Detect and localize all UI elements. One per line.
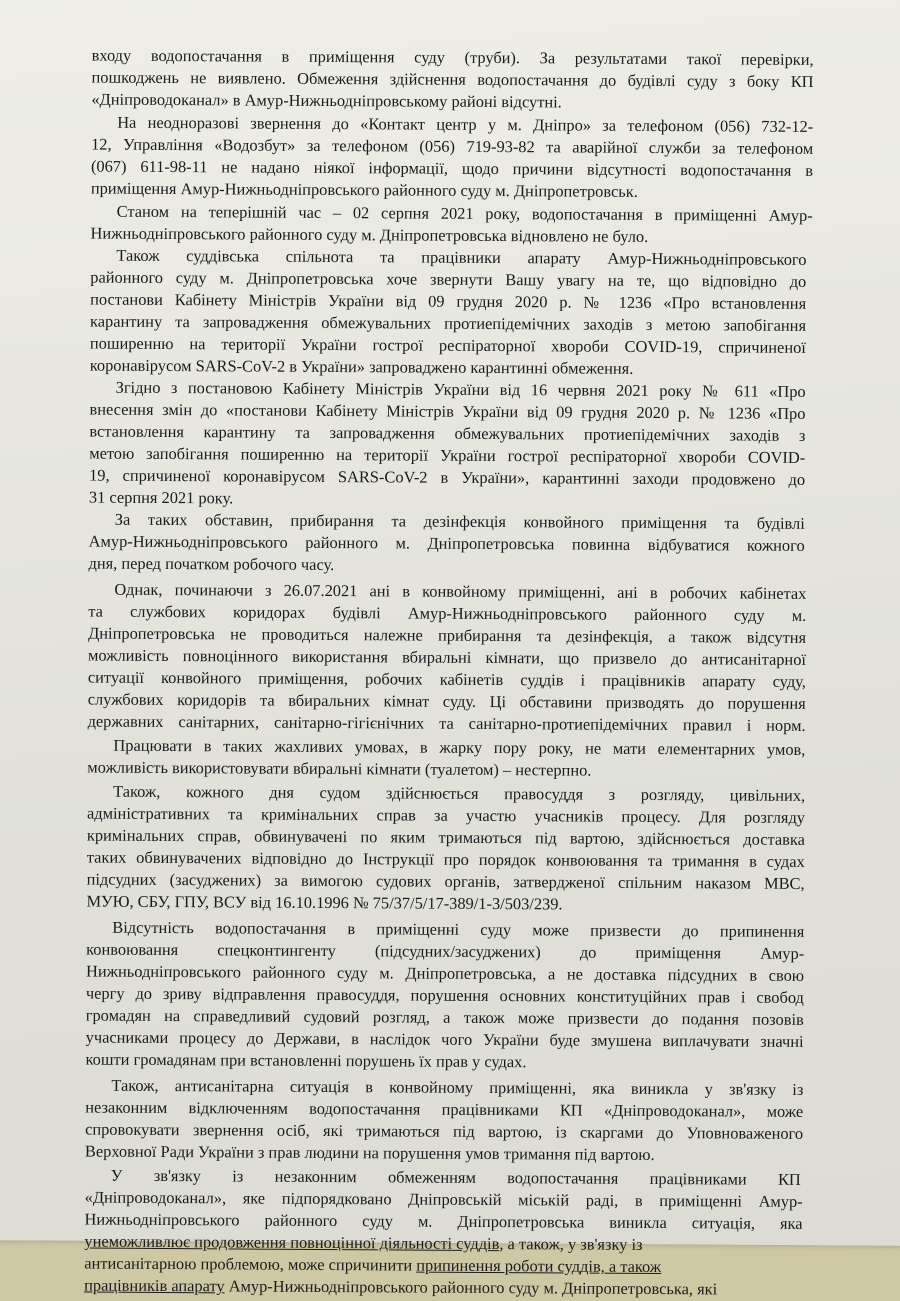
text-line: МУЮ, СБУ, ГПУ, ВСУ від 16.10.1996 № 75/37/5/17-389/1-3/503/239. <box>86 891 563 914</box>
text-line: Нижньодніпровського районного суду м. Дніпропетровська, а не доставка підсудних в свою <box>86 961 805 985</box>
text-line: незаконним відключенням водопостачання працівниками КП «Дніпроводоканал», може <box>85 1097 804 1121</box>
text-line: 31 серпня 2021 року. <box>88 487 234 508</box>
text-line: поширенню на території України гострої респіраторної хвороби COVID-19, спричиненої <box>89 333 806 357</box>
text-line: Працювати в таких жахливих умовах, в жарку пору року, не мати елементарних умов, <box>113 735 806 759</box>
text-line: громадян на справедливий судовий розгляд, а також може призвести до подання позовів <box>85 1005 804 1029</box>
tail-line-3: Нижньодніпровського районного суду м. Дніпропетровська виникла ситуація, яка <box>84 1209 803 1233</box>
text-line: таких обвинувачених відповідно до Інструкції про порядок конвоювання та тримання в судах <box>86 847 805 871</box>
text-line: Однак, починаючи з 26.07.2021 ані в конвойному приміщенні, ані в робочих кабінетах <box>114 579 807 603</box>
text-line: 12, Управління «Водозбут» за телефоном (056) 719-93-82 та аварійної служби за телефоном <box>91 134 814 158</box>
text-line: чергу до зриву відправлення правосуддя, порушення основних конституційних прав і свобод <box>85 983 804 1007</box>
text-line: Також, антисанітарна ситуація в конвойному приміщенні, яка виникла у зв'язку із <box>111 1075 804 1099</box>
text-line: Згідно з постановою Кабінету Міністрів України від 16 червня 2021 року № 611 «Про <box>115 377 806 401</box>
text-line: службових коридорів та вбиральних кімнат суду. Ці обставини призводять до порушення <box>87 689 806 713</box>
text-line: Дніпропетровська не проводиться належне прибирання та дезінфекція, а також відсутня <box>88 623 807 647</box>
text-line: пошкоджень не виявлено. Обмеження здійснення водопостачання до будівлі суду з боку КП <box>91 67 814 91</box>
text-line: Також, кожного дня судом здійснюється правосуддя з розгляду, цивільних, <box>113 781 806 805</box>
tail-line-4-rest: , а також, у зв'язку із <box>499 1234 643 1254</box>
tail-line-5 <box>84 1253 661 1278</box>
text-line: метою запобігання поширенню на території України гострої респіраторної хвороби COVID- <box>89 443 806 467</box>
text-line: Нижньодніпровського районного суду м. Дніпропетровська відновлено не було. <box>90 223 649 246</box>
text-line: входу водопостачання в приміщення суду (труби). За результатами такої перевірки, <box>91 45 814 69</box>
tail-line-6 <box>84 1275 717 1301</box>
text-line: адміністративних та кримінальних справ за участю учасників процесу. Для розгляду <box>86 803 806 827</box>
text-line: конвоювання спецконтингенту (підсудних/засуджених) до приміщення Амур- <box>86 939 805 963</box>
text-line: та службових коридорах будівлі Амур-Нижньодніпровського районного суду м. <box>88 601 807 625</box>
text-line: ситуації конвойного приміщення, робочих кабінетів суддів і працівників апарату суду, <box>87 667 806 691</box>
tail-line-5-start: антисанітарною проблемою, може спричинити <box>84 1253 417 1275</box>
underlined-phrase-1: унеможливлює продовження повноцінної діяльності суддів <box>84 1231 500 1254</box>
text-line: можливість повноцінного використання вбиральні кімнати, що призвело до антисанітарної <box>87 645 807 669</box>
text-line: Також суддівська спільнота та працівники апарату Амур-Нижньодніпровського <box>116 245 807 269</box>
text-line: 19, спричиненої коронавірусом SARS-CoV-2 в України», карантинні заходи продовжено до <box>89 465 806 489</box>
text-line: учасниками процесу до Держави, в наслідок чого України буде змушена виплачувати значні <box>85 1027 804 1051</box>
underlined-phrase-2: припинення роботи суддів, а також <box>416 1255 662 1277</box>
text-line: карантину та запровадження обмежувальних протиепідемічних заходів з метою запобігання <box>89 311 807 335</box>
text-line: Верховної Ради України з прав людини на порушення умов тримання під вартою. <box>84 1141 655 1165</box>
text-line: дня, перед початком робочого часу. <box>88 553 335 575</box>
text-line: (067) 611-98-11 не надано ніякої інформації, щодо причини відсутності водопостачання в <box>90 156 814 180</box>
text-line: підсудних (засуджених) за вимогою судових органів, затвердженої спільним наказом МВС, <box>86 869 805 893</box>
text-line: За таких обставин, прибирання та дезінфекція конвойного приміщення та будівлі <box>114 509 805 533</box>
text-line: постанови Кабінету Міністрів України від 09 грудня 2020 р. № 1236 «Про встановлення <box>90 289 807 313</box>
text-line: районного суду м. Дніпропетровська хоче звернути Вашу увагу на те, що відповідно до <box>90 267 807 291</box>
text-line: коронавірусом SARS-CoV-2 в України» запроваджено карантинні обмеження. <box>89 355 634 378</box>
tail-line-2: «Дніпроводоканал», яке підпорядковано Дніпровській міській раді, в приміщенні Амур- <box>84 1187 803 1211</box>
text-line: державних санітарних, санітарно-гігієнічних та санітарно-протиепідемічних правил і норм. <box>87 711 806 735</box>
text-line: Амур-Нижньодніпровського районного м. Дніпропетровська повинна відбуватися кожного <box>88 531 805 555</box>
text-line: Відсутність водопостачання в приміщенні суду може призвести до припинення <box>112 917 805 941</box>
text-line: приміщення Амур-Нижньодніпровського районного суду м. Дніпропетровськ. <box>90 178 638 201</box>
text-line: Станом на теперішній час – 02 серпня 2021 року, водопостачання в приміщенні Амур- <box>116 201 813 225</box>
underlined-phrase-3: працівників апарату <box>84 1275 225 1296</box>
text-line: кошти громадянам при встановленні порушень їх прав у судах. <box>85 1049 527 1072</box>
text-line: кримінальних справ, обвинувачені по яким тримаються під вартою, здійснюється доставка <box>86 825 805 849</box>
text-line: можливість використовувати вбиральні кімнати (туалетом) – нестерпно. <box>87 757 592 780</box>
text-line: На неодноразові звернення до «Контакт центр у м. Дніпро» за телефоном (056) 732-12- <box>117 112 814 136</box>
tail-line-1: У зв'язку із незаконним обмеженням водопостачання працівниками КП <box>110 1165 801 1189</box>
text-line: спровокувати звернення осіб, які тримаються під вартою, із скаргами до Уповноваженого <box>85 1119 804 1143</box>
tail-line-6-rest: Амур-Нижньодніпровського районного суду м. Дніпропетровська, які <box>224 1276 718 1299</box>
text-line: «Дніпроводоканал» в Амур-Нижньодніпровському районі відсутні. <box>91 89 562 112</box>
text-line: внесення змін до «постанови Кабінету Міністрів України від 09 грудня 2020 р. № 1236 «Про <box>89 399 806 423</box>
text-line: встановлення карантину та запровадження обмежувальних протиепідемічних заходів з <box>89 421 806 445</box>
